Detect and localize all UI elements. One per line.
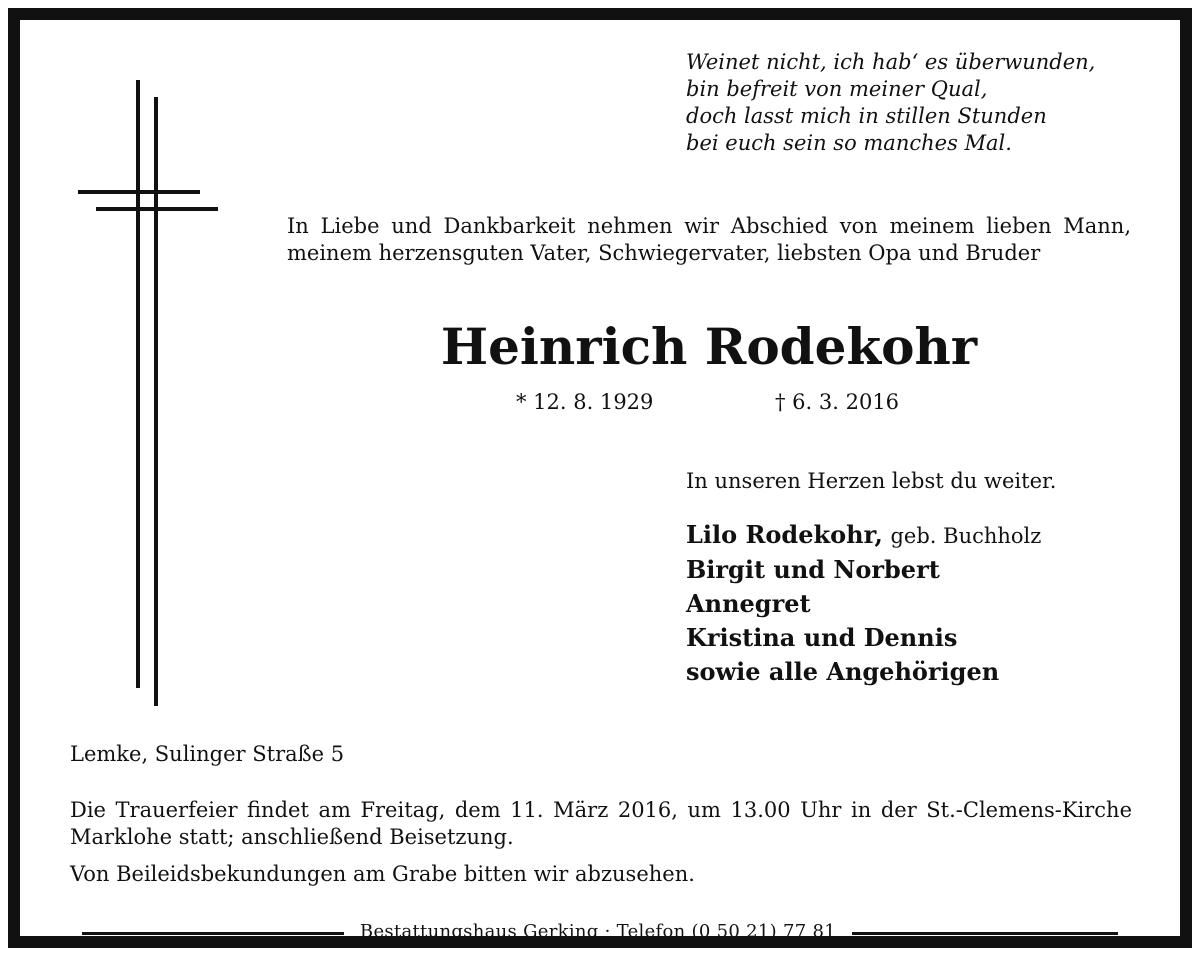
ceremony-text: Die Trauerfeier findet am Freitag, dem 11. März 2016, um 13.00 Uhr in der St.-Clemens-Kirche Marklohe statt; anschließend Beisetzung.: [70, 798, 1132, 849]
footer-rule-left: [82, 932, 344, 935]
cross-vertical-bar-front: [136, 80, 140, 688]
family-member-name: Lilo Rodekohr,: [686, 520, 883, 549]
family-member: Birgit und Norbert: [686, 555, 940, 584]
poem-line-2: bin befreit von meiner Qual,: [686, 77, 988, 101]
condolence-note: Von Beileidsbekundungen am Grabe bitten wir abzusehen.: [70, 862, 695, 886]
funeral-home-footer: Bestattungshaus Gerking · Telefon (0 50 21) 77 81: [359, 921, 837, 942]
birth-date: * 12. 8. 1929: [516, 390, 654, 414]
intro-text: In Liebe und Dankbarkeit nehmen wir Abschied von meinem lieben Mann, meinem herzensguten Vater, Schwiegervater, liebsten Opa und Bruder: [287, 214, 1131, 265]
poem: [686, 49, 1156, 157]
footer-rule-right: [852, 932, 1118, 935]
cross-horizontal-bar-front: [78, 190, 200, 194]
cross-vertical-bar-back: [154, 97, 158, 706]
deceased-name: Heinrich Rodekohr: [440, 317, 978, 376]
death-date: † 6. 3. 2016: [775, 390, 900, 414]
poem-line-4: bei euch sein so manches Mal.: [686, 131, 1012, 155]
family-member: [686, 518, 1041, 553]
poem-line-1: Weinet nicht, ich hab‘ es überwunden,: [686, 50, 1096, 74]
motto: In unseren Herzen lebst du weiter.: [686, 469, 1057, 493]
family-list: [686, 518, 1041, 689]
cross-horizontal-bar-back: [96, 207, 218, 211]
family-member-note: geb. Buchholz: [890, 524, 1042, 548]
family-member: Annegret: [686, 589, 811, 618]
address: Lemke, Sulinger Straße 5: [70, 742, 345, 766]
family-member: sowie alle Angehörigen: [686, 657, 1000, 686]
poem-line-3: doch lasst mich in stillen Stunden: [686, 104, 1047, 128]
family-member: Kristina und Dennis: [686, 623, 958, 652]
